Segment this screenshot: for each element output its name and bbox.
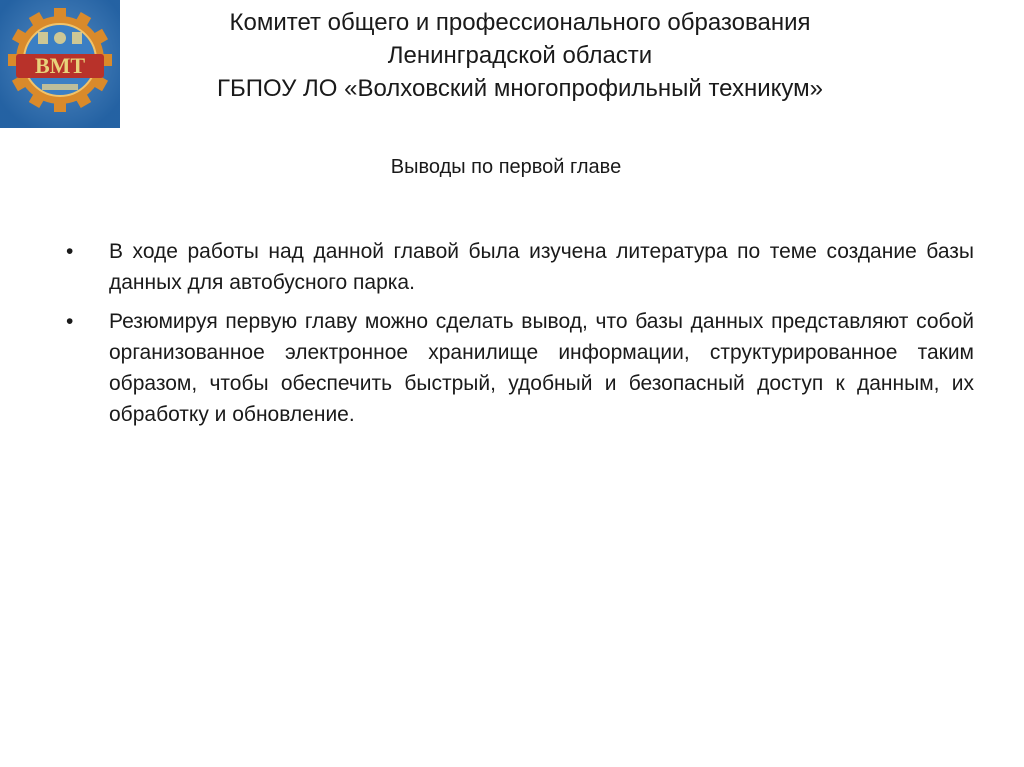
bullet-text: Резюмируя первую главу можно сделать вывод, что базы данных представляют собой организованное электронное хранилище информации, структурированное таким образом, чтобы обеспечить быстрый, удобный и безопасный доступ к данным, их обработку и обновление. [109, 310, 974, 426]
header-line-region: Ленинградской области [387, 42, 653, 69]
bullet-item [66, 236, 974, 298]
bullet-item [66, 306, 974, 430]
college-logo [0, 0, 120, 128]
header-line-committee: Комитет общего и профессионального образования [229, 9, 811, 36]
svg-text:ВМТ: ВМТ [34, 53, 86, 78]
slide-subtitle: Выводы по первой главе [390, 156, 622, 178]
header-line-college: ГБПОУ ЛО «Волховский многопрофильный техникум» [216, 75, 823, 102]
college-logo-graphic [0, 0, 120, 128]
bullet-text: В ходе работы над данной главой была изучена литература по теме создание базы данных для автобусного парка. [109, 240, 974, 294]
organization-header [140, 6, 900, 105]
bullet-marker: • [66, 310, 74, 333]
bullet-marker: • [66, 240, 74, 263]
bullet-list [66, 236, 974, 438]
